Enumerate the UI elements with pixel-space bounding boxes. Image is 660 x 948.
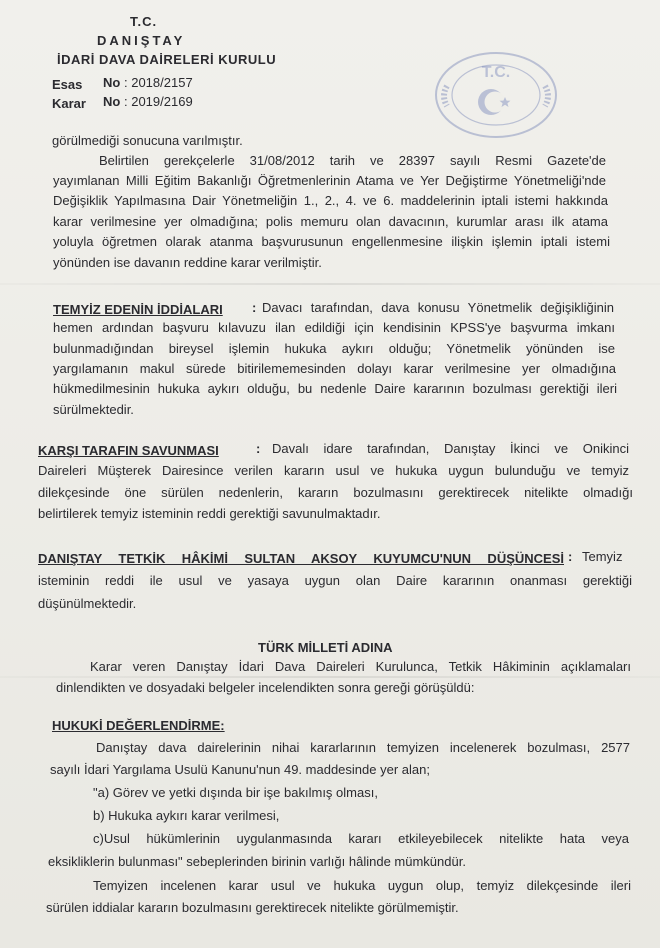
- karsi-line: dilekçesinde öne sürülen nedenlerin, kararın bozulmasını gerektirecek nitelikte olmadığı: [38, 485, 633, 500]
- hukuki-line: Danıştay dava dairelerinin nihai kararlarının temyizen incelenerek bozulması, 2577: [96, 740, 630, 755]
- milleti-line: Karar veren Danıştay İdari Dava Daireleri Kurulunca, Tetkik Hâkiminin açıklamaları: [90, 659, 631, 674]
- hukuki-line: eksikliklerin bulunması" sebeplerinden birinin varlığı hâlinde mümkündür.: [48, 854, 466, 869]
- intro-line: Belirtilen gerekçelerle 31/08/2012 tarih ve 28397 sayılı Resmi Gazete'de: [99, 153, 606, 168]
- temyiz-line: sürülmektedir.: [53, 402, 134, 417]
- intro-line: Değişiklik Yapılmasına Dair Yönetmeliğin 1., 2., 4. ve 6. maddelerinin iptali istemi hakkında: [53, 193, 608, 208]
- tetkik-heading: DANIŞTAY TETKİK HÂKİMİ SULTAN AKSOY KUYUMCU'NUN DÜŞÜNCESİ: [38, 551, 564, 566]
- karsi-line: belirtilerek temyiz isteminin reddi gerektiği savunulmaktadır.: [38, 506, 381, 521]
- karsi-colon: :: [256, 441, 261, 456]
- milleti-line: dinlendikten ve dosyadaki belgeler incelendikten sonra gereği görüşüldü:: [56, 680, 475, 695]
- hukuki-line: "a) Görev ve yetki dışında bir işe bakılmış olması,: [93, 785, 378, 800]
- header-tc: T.C.: [130, 14, 158, 29]
- temyiz-colon: :: [252, 300, 257, 315]
- intro-line: karar verilmesine yer olmadığına; polis memuru olan davacının, kurumlar arası ilk atama: [53, 214, 608, 229]
- tetkik-colon: :: [568, 549, 573, 564]
- esas-label: Esas: [52, 77, 83, 92]
- intro-line: yoluyla öğretmen olarak atanma başvurusunun engellenmesine ilişkin işlemin iptali istemi: [53, 234, 610, 249]
- paper-fold: [0, 676, 660, 678]
- temyiz-line: hükmedilmesinin hukuka aykırı olduğu, bu nedenle Daire kararının bozulması gerektiği ileri: [53, 381, 617, 396]
- hukuki-line: c)Usul hükümlerinin uygulanmasında kararı etkileyebilecek nitelikte hata veya: [93, 831, 629, 846]
- intro-line: görülmediği sonucuna varılmıştır.: [52, 133, 243, 148]
- karsi-heading: KARŞI TARAFIN SAVUNMASI: [38, 443, 219, 458]
- paper-fold: [0, 283, 660, 285]
- temyiz-heading: TEMYİZ EDENİN İDDİALARI: [53, 302, 223, 317]
- temyiz-line: yargılamanın makul sürede bitirilememesinden dolayı karar verilmesine yer olmadığına: [53, 361, 616, 376]
- crescent-star-seal-icon: [478, 64, 511, 115]
- karar-no-label: No: [103, 94, 121, 109]
- tetkik-line: isteminin reddi ile usul ve yasaya uygun olan Daire kararının onanması gerektiği: [38, 573, 632, 588]
- hukuki-line: Temyizen incelenen karar usul ve hukuka uygun olup, temyiz dilekçesinde ileri: [93, 878, 631, 893]
- header-board: İDARİ DAVA DAİRELERİ KURULU: [57, 52, 277, 67]
- header-court: DANIŞTAY: [97, 33, 186, 48]
- hukuki-line: sürülen iddialar kararın bozulmasını gerektirecek nitelikte görülmemiştir.: [46, 900, 459, 915]
- intro-line: yönünden ise davanın reddine karar verilmiştir.: [53, 255, 322, 270]
- hukuki-heading: HUKUKİ DEĞERLENDİRME:: [52, 718, 225, 733]
- temyiz-line: hemen ardından başvuru kılavuzu ilan edildiği için kendisinin KPSS'ye başvurma imkanı: [53, 320, 615, 335]
- hukuki-line: sayılı İdari Yargılama Usulü Kanunu'nun 49. maddesinde yer alan;: [50, 762, 430, 777]
- esas-value: : 2018/2157: [124, 75, 193, 90]
- karar-label: Karar: [52, 96, 86, 111]
- milleti-heading: TÜRK MİLLETİ ADINA: [258, 640, 393, 655]
- stamp-center-text: T.C.: [481, 64, 511, 81]
- tetkik-line: Temyiz: [582, 549, 623, 564]
- karar-value: : 2019/2169: [124, 94, 193, 109]
- esas-no-label: No: [103, 75, 121, 90]
- temyiz-line: Davacı tarafından, dava konusu Yönetmelik değişikliğinin: [262, 300, 614, 315]
- tetkik-line: düşünülmektedir.: [38, 596, 137, 611]
- karsi-line: Daireleri Müşterek Dairesince verilen kararın usul ve hukuka uygun bulunduğu ve temyiz: [38, 463, 629, 478]
- temyiz-line: bulunmadığından bireysel işlemin hukuka aykırı olduğu; Yönetmelik yönünden ise: [53, 341, 615, 356]
- official-stamp: [433, 50, 559, 140]
- karsi-line: Davalı idare tarafından, Danıştay İkinci ve Onikinci: [272, 441, 629, 456]
- hukuki-line: b) Hukuka aykırı karar verilmesi,: [93, 808, 280, 823]
- intro-line: yayımlanan Milli Eğitim Bakanlığı Öğretmenlerinin Atama ve Yer Değiştirme Yönetmeliği'nde: [53, 173, 606, 188]
